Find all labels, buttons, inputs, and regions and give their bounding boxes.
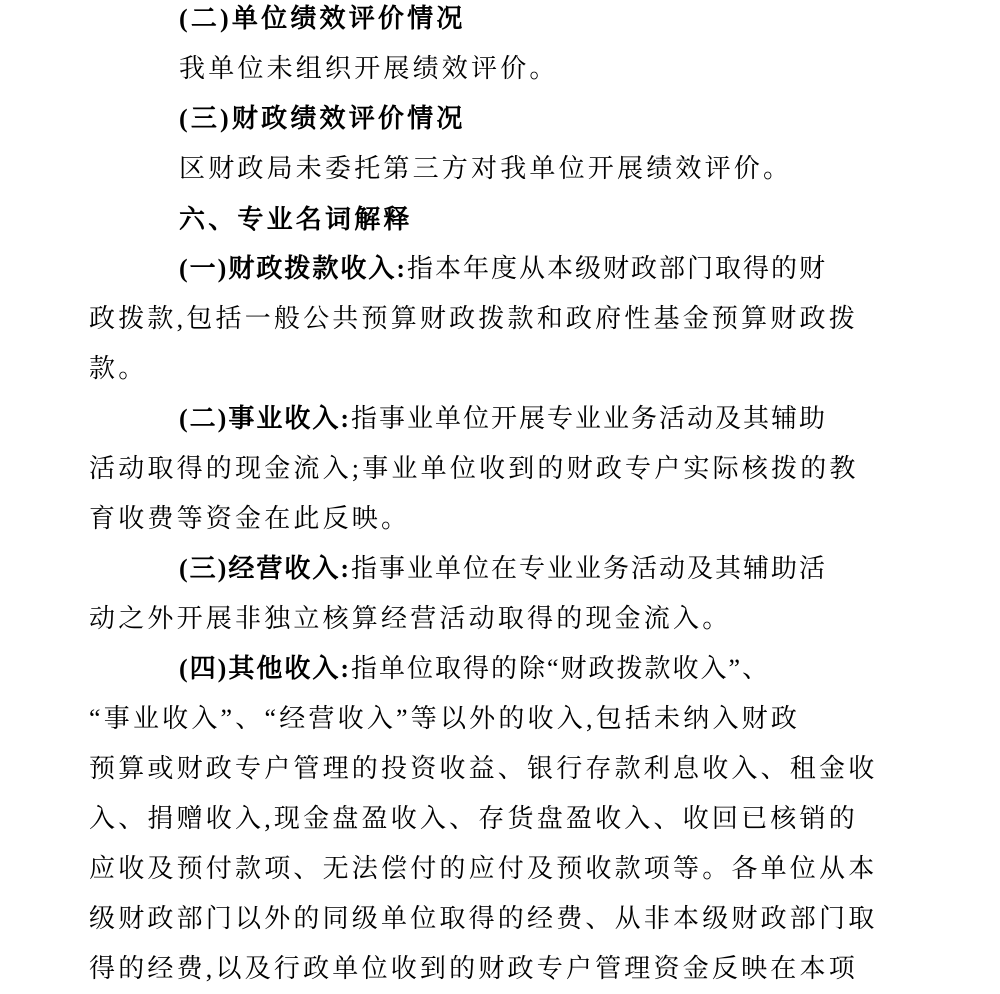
paragraph-line: 政拨款,包括一般公共预算财政拨款和政府性基金预算财政拨	[89, 304, 858, 333]
term-text: 指单位取得的除“财政拨款收入”、	[350, 654, 771, 683]
term-label: (四)其他收入:	[179, 654, 351, 683]
paragraph-line: 得的经费,以及行政单位收到的财政专户管理资金反映在本项	[89, 954, 858, 983]
term-text: 指事业单位在专业业务活动及其辅助活	[350, 554, 827, 583]
paragraph-unit-performance-eval: 我单位未组织开展绩效评价。	[179, 54, 559, 83]
term-label: (二)事业收入:	[179, 404, 351, 433]
term-label: (一)财政拨款收入:	[179, 254, 407, 283]
term-text: 指本年度从本级财政部门取得的财	[406, 254, 827, 283]
subheading-fiscal-performance-eval: (三)财政绩效评价情况	[179, 104, 466, 133]
paragraph-line: 动之外开展非独立核算经营活动取得的现金流入。	[89, 604, 732, 633]
chapter-heading-terminology: 六、专业名词解释	[179, 204, 413, 234]
paragraph-line: 预算或财政专户管理的投资收益、银行存款利息收入、租金收	[89, 754, 878, 783]
paragraph-line: 入、捐赠收入,现金盘盈收入、存货盘盈收入、收回已核销的	[89, 804, 858, 833]
paragraph-line: 款。	[89, 354, 148, 383]
document-page	[89, 0, 969, 994]
paragraph-line: “事业收入”、“经营收入”等以外的收入,包括未纳入财政	[89, 704, 801, 733]
paragraph-line: 应收及预付款项、无法偿付的应付及预收款项等。各单位从本	[89, 854, 878, 883]
term-line-fiscal-appropriation-income	[89, 244, 969, 294]
subheading-unit-performance-eval: (二)单位绩效评价情况	[179, 4, 466, 33]
paragraph-line: 级财政部门以外的同级单位取得的经费、从非本级财政部门取	[89, 904, 878, 933]
term-label: (三)经营收入:	[179, 554, 351, 583]
paragraph-line: 活动取得的现金流入;事业单位收到的财政专户实际核拨的教	[89, 454, 859, 483]
paragraph-fiscal-performance-eval: 区财政局未委托第三方对我单位开展绩效评价。	[179, 154, 793, 183]
paragraph-line: 育收费等资金在此反映。	[89, 504, 411, 533]
term-line-other-income	[89, 644, 969, 694]
term-line-operating-income	[89, 394, 969, 444]
term-line-business-income	[89, 544, 969, 594]
term-text: 指事业单位开展专业业务活动及其辅助	[350, 404, 827, 433]
